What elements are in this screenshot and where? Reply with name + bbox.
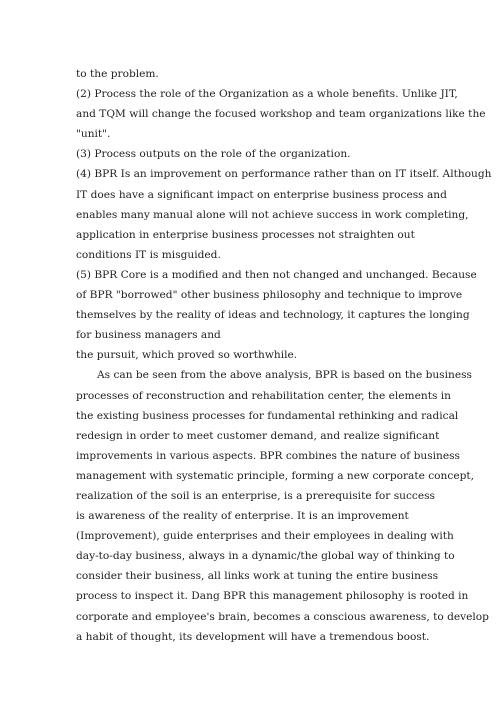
text-line: is awareness of the reality of enterprise. It is an improvement [76,510,409,523]
text-line: the pursuit, which proved so worthwhile. [76,349,298,362]
text-line: realization of the soil is an enterprise, is a prerequisite for success [76,489,435,502]
text-line: themselves by the reality of ideas and technology, it captures the longing [76,309,470,322]
text-line: application in enterprise business processes not straighten out [76,228,415,241]
text-line: (5) BPR Core is a modified and then not changed and unchanged. Because [76,268,477,281]
text-line: conditions IT is misguided. [76,248,221,261]
text-line: (4) BPR Is an improvement on performance rather than on IT itself. Although [76,168,492,181]
text-line: of BPR "borrowed" other business philosophy and technique to improve [76,289,463,302]
text-line: IT does have a significant impact on enterprise business process and [76,188,447,201]
text-line: (2) Process the role of the Organization as a whole benefits. Unlike JIT, [76,88,458,101]
text-line: the existing business processes for fundamental rethinking and radical [76,409,459,422]
text-line: consider their business, all links work at tuning the entire business [76,570,439,583]
text-line: for business managers and [76,329,221,342]
text-line: to the problem. [76,68,159,80]
text-line: corporate and employee's brain, becomes a conscious awareness, to develop [76,610,489,623]
text-line: processes of reconstruction and rehabilitation center, the elements in [76,389,451,402]
text-line: management with systematic principle, forming a new corporate concept, [76,469,474,482]
text-line: (3) Process outputs on the role of the organization. [76,148,351,161]
text-line: enables many manual alone will not achieve success in work completing, [76,208,469,221]
text-line: (Improvement), guide enterprises and their employees in dealing with [76,530,454,543]
text-line: process to inspect it. Dang BPR this management philosophy is rooted in [76,590,469,603]
text-line: day-to-day business, always in a dynamic/the global way of thinking to [76,550,455,563]
text-line: redesign in order to meet customer demand, and realize significant [76,429,440,442]
paragraph-first-line: As can be seen from the above analysis, BPR is based on the business [97,369,472,382]
text-line: a habit of thought, its development will have a tremendous boost. [76,630,430,643]
document-body [76,64,492,647]
text-line: improvements in various aspects. BPR combines the nature of business [76,449,460,462]
text-line: and TQM will change the focused workshop and team organizations like the [76,108,486,121]
text-line: "unit". [76,128,111,141]
